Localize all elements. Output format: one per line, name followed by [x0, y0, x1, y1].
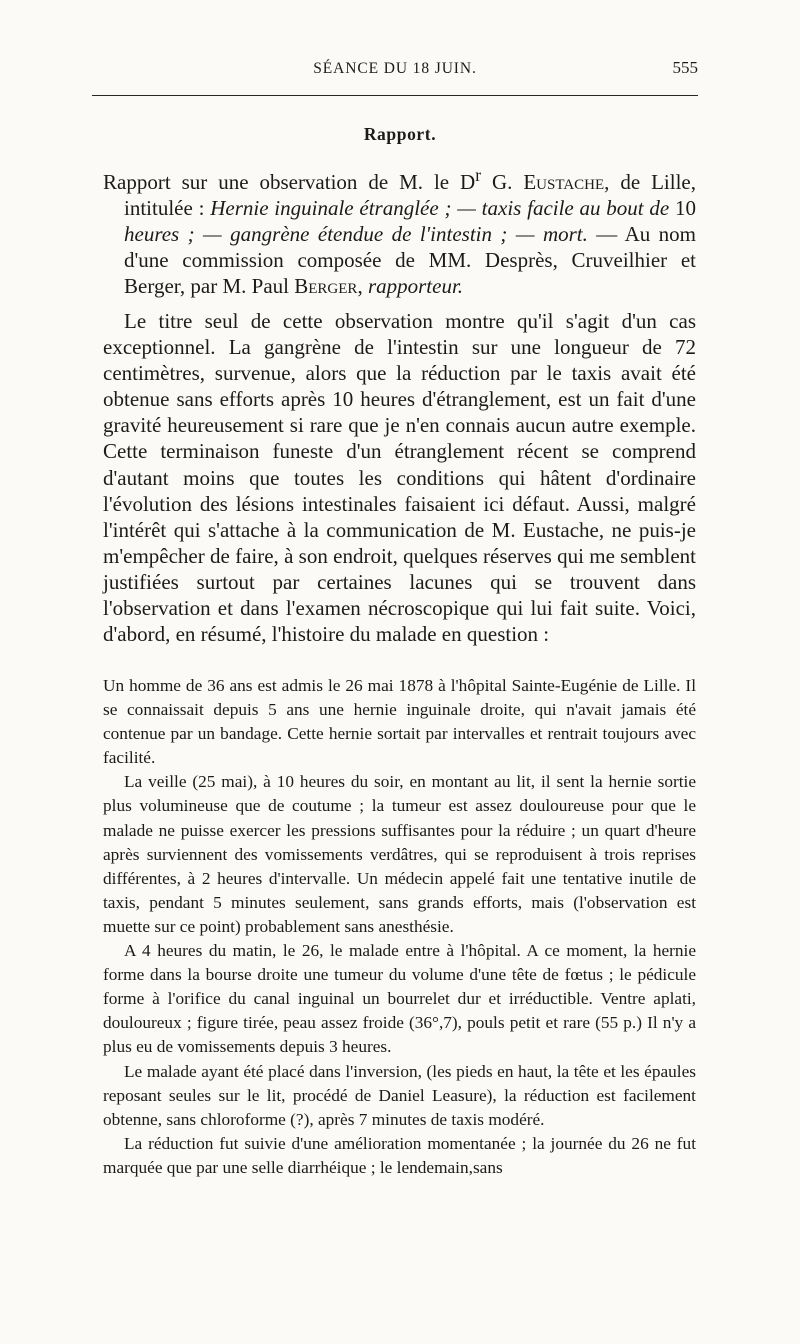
observation-paragraph: Le malade ayant été placé dans l'inversion, (les pieds en haut, la tête et les épaules reposant seules sur le lit, procédé de Daniel Leasure), la réduction est facilement obtenne, sans chloroforme (?), après 7 minutes de taxis modéré.	[103, 1061, 696, 1129]
intro-author-name: Eustache	[523, 170, 605, 194]
intro-dr-sup: r	[475, 165, 482, 185]
report-intro	[103, 162, 696, 299]
observation-paragraph: A 4 heures du matin, le 26, le malade entre à l'hôpital. A ce moment, la hernie forme dans la bourse droite une tumeur du volume d'une tête de fœtus ; le pédicule forme à l'orifice du canal inguinal un bourrelet dur et irréductible. Ventre aplati, douloureux ; figure tirée, peau assez froide (36°,7), pouls petit et rare (55 p.) Il n'y a plus eu de vomissements depuis 3 heures.	[103, 941, 696, 1057]
body-paragraph: Le titre seul de cette observation montre qu'il s'agit d'un cas exceptionnel. La gangrène de l'intestin sur une longueur de 72 centimètres, survenue, alors que la réduction par le taxis avait été obtenue sans efforts après 10 heures d'étranglement, est un fait d'une gravité heureusement si rare que je n'en connais aucun autre exemple. Cette terminaison funeste d'un étranglement récent se comprend d'autant moins que toutes les conditions qui hâtent d'ordinaire l'évolution des lésions intestinales faisaient ici défaut. Aussi, malgré l'intérêt qui s'attache à la communication de M. Eustache, ne puis-je m'empêcher de faire, à son endroit, quelques réserves qui me semblent justifiées surtout par certaines lacunes qui se trouvent dans l'observation et dans l'examen nécroscopique qui lui fait suite. Voici, d'abord, en résumé, l'histoire du malade en question :	[103, 309, 696, 647]
intro-title-italic-2: heures ; — gangrène étendue de l'intestin ; — mort.	[124, 222, 588, 246]
intro-from: , de Lille, intitulée :	[124, 170, 696, 220]
header-rule	[92, 95, 698, 96]
running-head	[92, 58, 698, 86]
intro-rapporteur-role: rapporteur.	[367, 274, 464, 298]
running-head-title: SÉANCE DU 18 JUIN.	[313, 60, 477, 77]
body-text	[103, 308, 696, 647]
intro-title-italic: Hernie inguinale étranglée ; — taxis facile au bout de	[210, 196, 675, 220]
page-number: 555	[672, 58, 698, 77]
intro-author-initial: G.	[481, 170, 524, 194]
section-title: Rapport.	[363, 124, 437, 144]
observation-paragraph: La veille (25 mai), à 10 heures du soir, en montant au lit, il sent la hernie sortie plus volumineuse que de coutume ; la tumeur est assez douloureuse pour que le malade ne puisse exercer les pressions suffisantes pour la réduire ; un quart d'heure après surviennent des vomissements verdâtres, qui se reproduisent à trois reprises différentes, à 2 heures d'intervalle. Un médecin appelé fait une tentative inutile de taxis, pendant 5 minutes seulement, sans grands efforts, mais (l'observation est muette sur ce point) probablement sans anesthésie.	[103, 772, 696, 936]
observation-paragraph: Un homme de 36 ans est admis le 26 mai 1878 à l'hôpital Sainte-Eugénie de Lille. Il se connaissait depuis 5 ans une hernie inguinale droite, qui n'avait jamais été contenue par un bandage. Cette hernie sortait par intervalles et rentrait toujours avec facilité.	[103, 676, 696, 768]
intro-rapporteur-name: Berger	[294, 274, 358, 298]
intro-comma: ,	[357, 274, 368, 298]
intro-lead: Rapport sur une observation de M. le D	[103, 170, 476, 194]
intro-commission: — Au nom d'une commission composée de MM. Desprès, Cruveilhier et Berger, par M. Paul	[124, 222, 696, 298]
intro-hours-num: 10	[675, 196, 696, 220]
observation-summary	[103, 674, 696, 1180]
observation-paragraph: La réduction fut suivie d'une amélioration momentanée ; la journée du 26 ne fut marquée que par une selle diarrhéique ; le lendemain,sans	[103, 1133, 696, 1177]
